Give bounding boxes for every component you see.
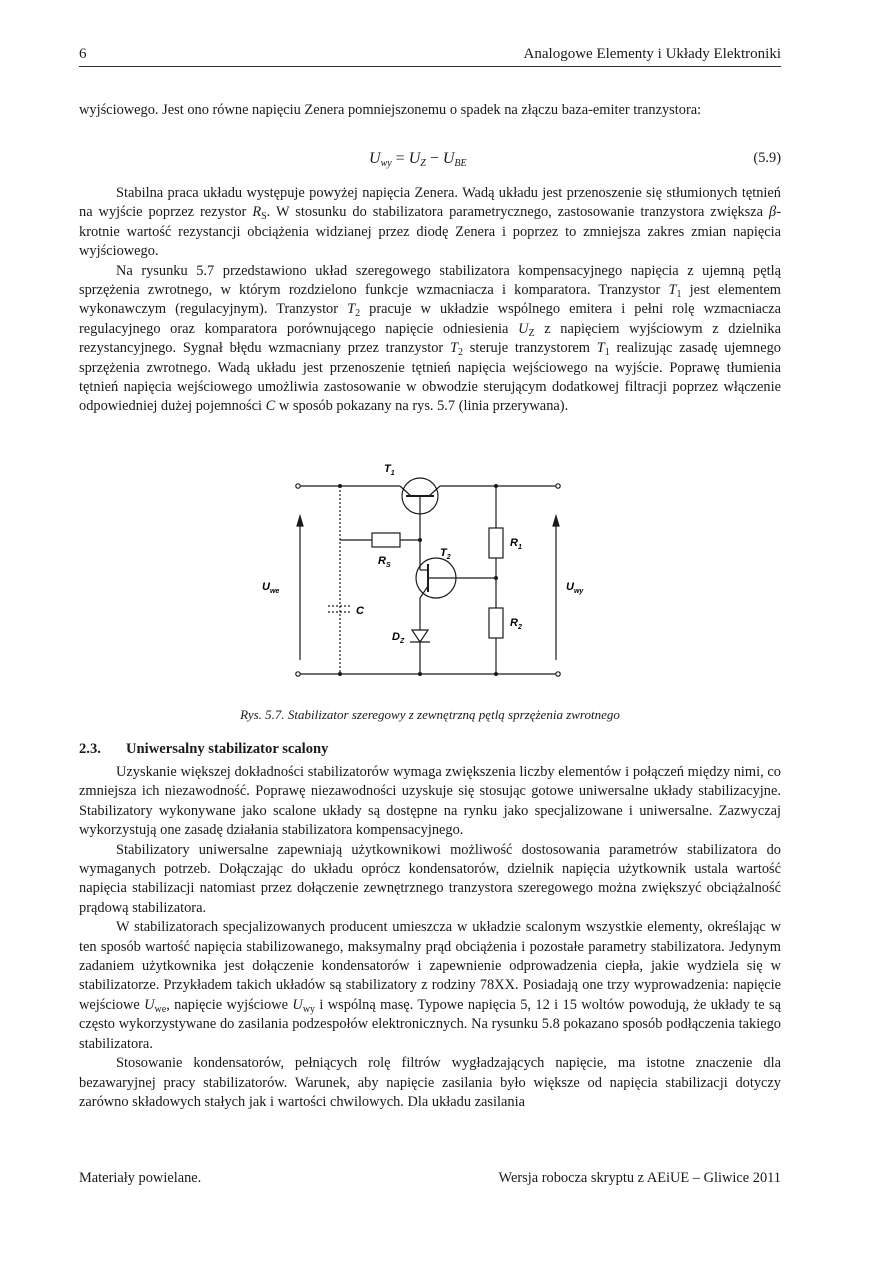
label-rs: $R_S$ — [378, 555, 391, 569]
label-uwy: $U_{wy}$ — [566, 581, 584, 595]
p3-uz-var: U — [518, 320, 529, 337]
p2-beta: β — [769, 204, 777, 221]
section-heading — [79, 741, 328, 758]
footer-left: Materiały powielane. — [79, 1170, 202, 1186]
paragraph-4: Uzyskanie większej dokładności stabilizatorów wymaga zwiększenia liczby elementów i połączeń między nimi, co zmniejsza ich niezawodność. Poprawę niezawodności uzyskuje się stosując gotowe uniwersalne układy stabilizacyjne. Stabilizatory wykonywane jako scalone układy są dostępne na rynku jako specjalizowane i uniwersalne. Zazwyczaj wykorzystują one zasadę działania stabilizatora kompensacyjnego. — [79, 764, 781, 839]
p6-uwy-var: U — [292, 996, 303, 1013]
paragraph-intro-text: wyjściowego. Jest ono równe napięciu Zenera pomniejszonemu o spadek na złączu baza-emiter tranzystora: — [79, 102, 702, 118]
footer-right: Wersja robocza skryptu z AEiUE – Gliwice 2011 — [498, 1170, 781, 1186]
eq-lhs-var: U — [369, 150, 381, 167]
p6-c: i wspólną masę. Typowe napięcia 5, 12 i 15 woltów powodują, że układy te są często wykorzystywane do zasilania podzespołów elektronicznych. Na rysunku 5.8 pokazano sposób podłączenia takiego stabilizatora. — [79, 996, 781, 1052]
p3-t2b-var: T — [449, 340, 458, 357]
figure-caption: Rys. 5.7. Stabilizator szeregowy z zewnętrzną pętlą sprzężenia zwrotnego — [240, 707, 620, 722]
label-dz: $D_Z$ — [392, 631, 405, 645]
body-text-block-1 — [79, 184, 781, 417]
label-t2: $T_2$ — [440, 547, 451, 561]
paragraph-3 — [79, 262, 781, 417]
node-2 — [494, 484, 498, 488]
p3-c-var: C — [265, 398, 276, 415]
p6-uwe-sub: we — [154, 1003, 167, 1015]
paragraph-intro — [79, 101, 781, 120]
section-title: Uniwersalny stabilizator scalony — [126, 741, 329, 757]
equation-number: (5.9) — [753, 150, 781, 166]
equation-5-9 — [79, 150, 781, 170]
p6-uwy-sub: wy — [302, 1003, 316, 1015]
input-terminal-bottom — [296, 672, 300, 676]
p3-t1-var: T — [668, 282, 677, 299]
p3-e: steruje tranzystorem — [462, 340, 597, 357]
paragraph-2 — [79, 184, 781, 262]
label-r2: $R_2$ — [510, 617, 522, 631]
page-number: 6 — [79, 46, 87, 62]
label-r1: $R_1$ — [510, 537, 522, 551]
p2-rs-sub: S — [261, 211, 267, 223]
circuit-diagram-figure-5-7 — [262, 460, 584, 685]
p3-t1b-sub: 1 — [604, 347, 610, 359]
paragraph-5: Stabilizatory uniwersalne zapewniają użytkownikowi możliwość dostosowania parametrów stabilizatora do wymaganych potrzeb. Dołączając do układu oprócz kondensatorów, dzielnik napięcia użytkownik ustala wartość napięcia stabilizacji natomiast przez dołączenie zewnętrznego tranzystora szeregowego można zwiększyć obciążalność prądową stabilizatora. — [79, 841, 781, 916]
p2-rs-var: R — [252, 204, 262, 221]
label-uwe: $U_{we}$ — [262, 581, 280, 595]
eq-t1-var: U — [408, 150, 421, 167]
p6-a: W stabilizatorach specjalizowanych producent umieszcza w układzie scalonym wszystkie elementy, określając w ten sposób wartość napięcia stabilizowanego, maksymalny prąd obciążenia i pozostałe parametry stabilizatora. Jedynym zadaniem użytkownika jest dołączenie kondensatorów i zapewnienie odprowadzenia ciepła, jakie wydziela się w stabilizatorze. Przykładem takich układów są stabilizatory z rodziny 78XX. Posiadają one trzy wyprowadzenia: napięcie wejściowe — [79, 919, 781, 1013]
p3-t1-sub: 1 — [676, 289, 682, 301]
eq-t2-sub: BE — [454, 158, 467, 169]
p3-b: jest elementem wykonawczym (regulacyjnym). Tranzystor — [79, 282, 781, 318]
node-3 — [418, 538, 422, 542]
resistor-rs — [372, 533, 400, 547]
header-rule — [79, 66, 781, 67]
p3-g: w sposób pokazany na rys. 5.7 (linia przerywana). — [275, 398, 569, 415]
input-terminal-top — [296, 484, 300, 488]
node-6 — [418, 672, 422, 676]
resistor-r2 — [489, 608, 503, 638]
p6-b: , napięcie wyjściowe — [166, 996, 293, 1013]
resistor-r1 — [489, 528, 503, 558]
equation-formula — [369, 150, 467, 168]
uwe-arrow-head — [297, 516, 303, 526]
body-text-block-2 — [79, 763, 781, 1112]
node-4 — [494, 576, 498, 580]
p3-a: Na rysunku 5.7 przedstawiono układ szeregowego stabilizatora kompensacyjnego napięcia z ujemną pętlą sprzężenia zwrotnego, w którym rozdzielono funkcje wzmacniacza i komparatora. Tranzystor — [79, 262, 781, 299]
output-terminal-bottom — [556, 672, 560, 676]
node-7 — [494, 672, 498, 676]
eq-minus: − — [425, 150, 443, 167]
section-number: 2.3. — [79, 741, 101, 757]
p3-t2-var: T — [347, 301, 356, 318]
p3-d: z napięciem wyjściowym z dzielnika rezystancyjnego. Sygnał błędu wzmacniany przez tranzystor — [79, 320, 782, 357]
eq-t1-sub: Z — [420, 158, 426, 169]
node-1 — [338, 484, 342, 488]
label-t1: $T_1$ — [384, 463, 395, 477]
p3-c: pracuje w układzie wspólnego emitera i pełni rolę wzmacniacza regulacyjnego oraz komparatora porównującego napięcie odniesienia — [79, 301, 782, 337]
p3-t2b-sub: 2 — [457, 347, 463, 359]
uwy-arrow-head — [553, 516, 559, 526]
eq-equals: = — [391, 150, 409, 167]
paragraph-6 — [79, 918, 781, 1054]
p3-t2-sub: 2 — [355, 308, 361, 320]
p3-t1b-var: T — [596, 340, 605, 357]
zener-diode-dz — [412, 630, 428, 642]
eq-t2-var: U — [442, 150, 455, 167]
p2-a: Stabilna praca układu występuje powyżej napięcia Zenera. Wadą układu jest przenoszenie się stłumionych tętnień na wyjście poprzez rezystor — [79, 185, 781, 221]
label-c: C — [356, 605, 364, 617]
running-header-title: Analogowe Elementy i Układy Elektroniki — [523, 46, 781, 62]
eq-lhs-sub: wy — [380, 158, 392, 169]
node-5 — [338, 672, 342, 676]
paragraph-7: Stosowanie kondensatorów, pełniących rolę filtrów wygładzających napięcie, ma istotne znaczenie dla bezawaryjnej pracy stabilizatorów. Warunek, aby napięcie zasilania było większe od napięcia stabilizacji dotyczy zarówno składowych stałych jak i wartości chwilowych. Dla układu zasilania — [79, 1055, 781, 1110]
p2-c: -krotnie wartość rezystancji obciążenia widzianej przez diodę Zenera i poprzez to zmniejsza zakres zmian napięcia wyjściowego. — [79, 204, 781, 260]
p3-uz-sub: Z — [528, 327, 535, 339]
p2-b: . W stosunku do stabilizatora parametrycznego, zastosowanie tranzystora zwiększa — [266, 204, 770, 221]
p6-uwe-var: U — [144, 996, 155, 1013]
p3-f: realizując zasadę ujemnego sprzężenia zwrotnego. Wadą układu jest przenoszenie tętnień napięcia wejściowego na wyjście. Poprawę tłumienia tętnień napięcia wejściowego umożliwia zastosowanie w obwodzie sterującym dodatkowej filtracji poprzez włączenie odpowiedniej dużej pojemności — [79, 340, 781, 415]
output-terminal-top — [556, 484, 560, 488]
